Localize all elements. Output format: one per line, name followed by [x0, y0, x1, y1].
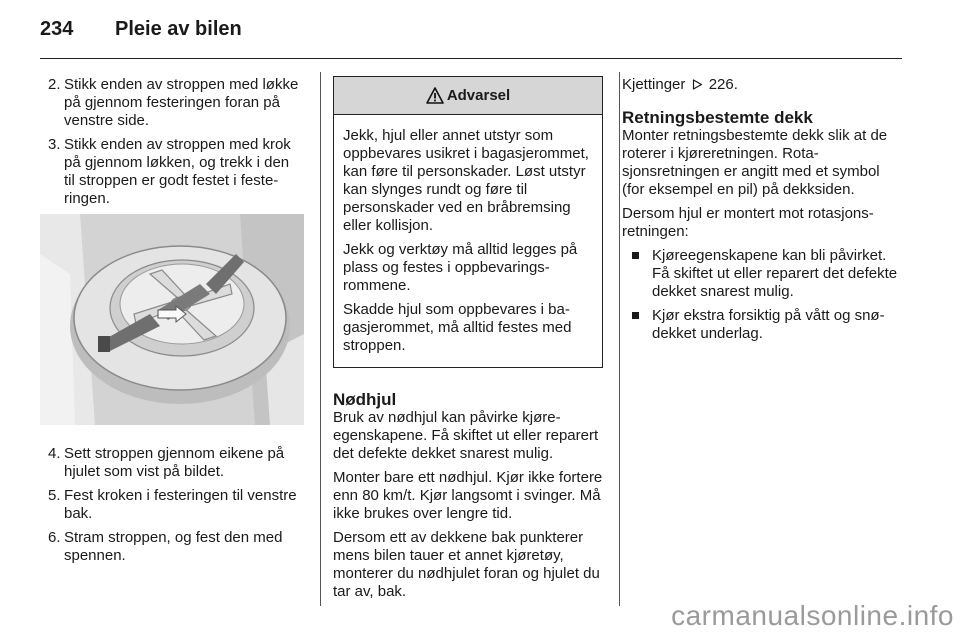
bullet-text: Kjør ekstra forsiktig på vått og snødekket underlag.	[652, 307, 885, 342]
paragraph: Monter bare ett nødhjul. Kjør ikke fortere enn 80 km/t. Kjør langsomt i svinger. Må ikke brukes over lengre tid.	[333, 469, 603, 522]
section-heading-nodhjul: Nødhjul	[333, 390, 397, 409]
column-middle	[333, 76, 603, 607]
step-item	[40, 136, 304, 208]
page-number: 234	[40, 18, 74, 40]
bullet-text: Kjøreegenskapene kan bli påvirket. Få skiftet ut eller reparert det defekte dekket snarest mulig.	[652, 247, 898, 300]
spare-wheel-illustration	[40, 214, 304, 425]
warning-title: Advarsel	[446, 86, 511, 104]
page-reference-arrow-icon	[692, 79, 703, 90]
column-right	[622, 76, 904, 349]
spare-wheel-drawing	[40, 214, 304, 425]
column-left	[40, 76, 304, 571]
warning-paragraph: Jekk, hjul eller annet utstyr som oppbevares usikret i bagasjerommet, kan føre til personskader. Løst utstyr kan slynges rundt og føre til personskader ved en bråbremsing eller kollisjon.	[343, 127, 589, 234]
page-title: Pleie av bilen	[115, 18, 242, 40]
warning-paragraph: Skadde hjul som oppbevares i bagasjerommet, må alltid festes med stroppen.	[343, 301, 572, 354]
section-heading-retningsbestemte: Retningsbestemte dekk	[622, 108, 813, 127]
step-text: Stikk enden av stroppen med løkke på gjennom festeringen foran på venstre side.	[64, 76, 299, 129]
bullet-square-icon	[632, 252, 639, 259]
warning-header	[334, 77, 602, 115]
step-number: 3.	[48, 136, 61, 153]
warning-paragraph: Jekk og verktøy må alltid legges på plass og festes i oppbevaringsrommene.	[343, 241, 578, 294]
warning-body	[334, 115, 602, 367]
column-divider-1	[320, 72, 321, 606]
paragraph: Monter retningsbestemte dekk slik at de roterer i kjøreretningen. Rotasjonsretningen er angitt med et symbol (for eksempel en pil) på dekksiden.	[622, 127, 888, 198]
step-item	[40, 487, 304, 523]
step-item	[40, 76, 304, 130]
cross-reference-text: Kjettinger	[622, 76, 686, 93]
warning-triangle-icon	[426, 87, 444, 104]
header-rule	[40, 58, 902, 59]
step-number: 5.	[48, 487, 61, 504]
column-divider-2	[619, 72, 620, 606]
watermark: carmanualsonline.info	[671, 600, 954, 631]
cross-reference-page: 226.	[708, 76, 738, 93]
step-item	[40, 445, 304, 481]
warning-box	[333, 76, 603, 368]
bullet-square-icon	[632, 312, 639, 319]
paragraph: Dersom hjul er montert mot rotasjonsretningen:	[622, 205, 874, 240]
bullet-item	[622, 247, 904, 301]
paragraph: Dersom ett av dekkene bak punkterer mens bilen tauer et annet kjøretøy, monterer du nødhjulet foran og hjulet du tar av, bak.	[333, 529, 600, 600]
cross-reference[interactable]	[622, 76, 904, 94]
step-text: Sett stroppen gjennom eikene på hjulet som vist på bildet.	[64, 445, 285, 480]
step-text: Stram stroppen, og fest den med spennen.	[64, 529, 283, 564]
step-number: 4.	[48, 445, 61, 462]
step-text: Fest kroken i festeringen til venstre bak.	[64, 487, 297, 522]
bullet-item	[622, 307, 904, 343]
step-number: 6.	[48, 529, 61, 546]
step-text: Stikk enden av stroppen med krok på gjennom løkken, og trekk i den til stroppen er godt festet i festeringen.	[64, 136, 291, 207]
step-number: 2.	[48, 76, 61, 93]
step-item	[40, 529, 304, 565]
paragraph: Bruk av nødhjul kan påvirke kjøreegenskapene. Få skiftet ut eller reparert det defekte dekket snarest mulig.	[333, 409, 599, 462]
